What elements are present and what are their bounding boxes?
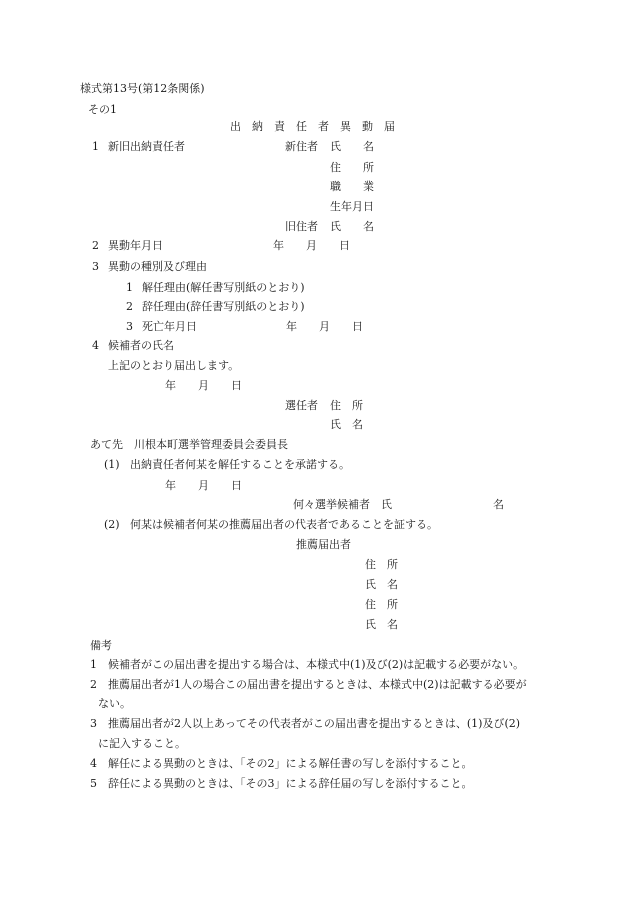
old-name-label: 氏 名: [330, 220, 374, 233]
item3-number: 3: [92, 260, 99, 273]
item2-number: 2: [92, 239, 99, 252]
consent-number: (1): [104, 458, 120, 471]
new-job-label: 職 業: [330, 180, 374, 193]
document-title: 出 納 責 任 者 異 動 届: [230, 120, 395, 133]
reason2-text: 辞任理由(辞任書写別紙のとおり): [142, 300, 305, 313]
recommender2-name-label: 氏 名: [365, 618, 398, 631]
statement-text: 上記のとおり届出します。: [108, 359, 240, 372]
note5-number: 5: [90, 777, 97, 790]
note3-text: 推薦届出者が2人以上あってその代表者がこの届出書を提出するときは、(1)及び(2): [108, 717, 521, 730]
note2-number: 2: [90, 678, 97, 691]
reason3-date: 年 月 日: [286, 320, 363, 333]
old-person-label: 旧住者: [285, 220, 318, 233]
item4-number: 4: [92, 339, 99, 352]
note3-number: 3: [90, 717, 97, 730]
new-address-label: 住 所: [330, 161, 374, 174]
item4-label: 候補者の氏名: [108, 339, 174, 352]
reason3-text: 死亡年月日: [142, 320, 197, 333]
recommender1-address-label: 住 所: [365, 558, 398, 571]
item2-date: 年 月 日: [273, 239, 350, 252]
recommender-heading: 推薦届出者: [296, 538, 351, 551]
note4-text: 解任による異動のときは、「その2」による解任書の写しを添付すること。: [108, 757, 473, 770]
cert-text: 何某は候補者何某の推薦届出者の代表者であることを証する。: [130, 518, 438, 531]
item3-label: 異動の種別及び理由: [108, 260, 207, 273]
addressee: あて先 川根本町選挙管理委員会委員長: [90, 438, 288, 451]
form-sub-number: その1: [88, 103, 117, 116]
new-dob-label: 生年月日: [330, 200, 374, 213]
note3-text-continued: に記入すること。: [98, 737, 186, 750]
note2-text-continued: ない。: [98, 697, 131, 710]
elector-name-label: 氏 名: [330, 418, 363, 431]
note5-text: 辞任による異動のときは、「その3」による辞任届の写しを添付すること。: [108, 777, 473, 790]
elector-label: 選任者: [285, 399, 318, 412]
new-person-label: 新住者: [285, 140, 318, 153]
note1-text: 候補者がこの届出書を提出する場合は、本様式中(1)及び(2)は記載する必要がない。: [108, 658, 525, 671]
candidate-name-end: 名: [493, 498, 504, 511]
note1-number: 1: [90, 658, 97, 671]
note2-text: 推薦届出者が1人の場合この届出書を提出するときは、本様式中(2)は記載する必要が: [108, 678, 527, 691]
reason3-number: 3: [126, 320, 133, 333]
note4-number: 4: [90, 757, 97, 770]
recommender2-address-label: 住 所: [365, 598, 398, 611]
form-number: 様式第13号(第12条関係): [80, 82, 205, 95]
elector-address-label: 住 所: [330, 399, 363, 412]
notes-heading: 備考: [90, 639, 112, 652]
item1-label: 新旧出納責任者: [108, 140, 185, 153]
candidate-label: 何々選挙候補者 氏: [293, 498, 392, 511]
reason2-number: 2: [126, 300, 133, 313]
new-name-label: 氏 名: [330, 140, 374, 153]
consent-date: 年 月 日: [165, 479, 242, 492]
statement-date: 年 月 日: [165, 379, 242, 392]
cert-number: (2): [104, 518, 120, 531]
consent-text: 出納責任者何某を解任することを承諾する。: [130, 458, 350, 471]
reason1-number: 1: [126, 281, 133, 294]
recommender1-name-label: 氏 名: [365, 578, 398, 591]
item1-number: 1: [92, 140, 99, 153]
reason1-text: 解任理由(解任書写別紙のとおり): [142, 281, 305, 294]
item2-label: 異動年月日: [108, 239, 163, 252]
